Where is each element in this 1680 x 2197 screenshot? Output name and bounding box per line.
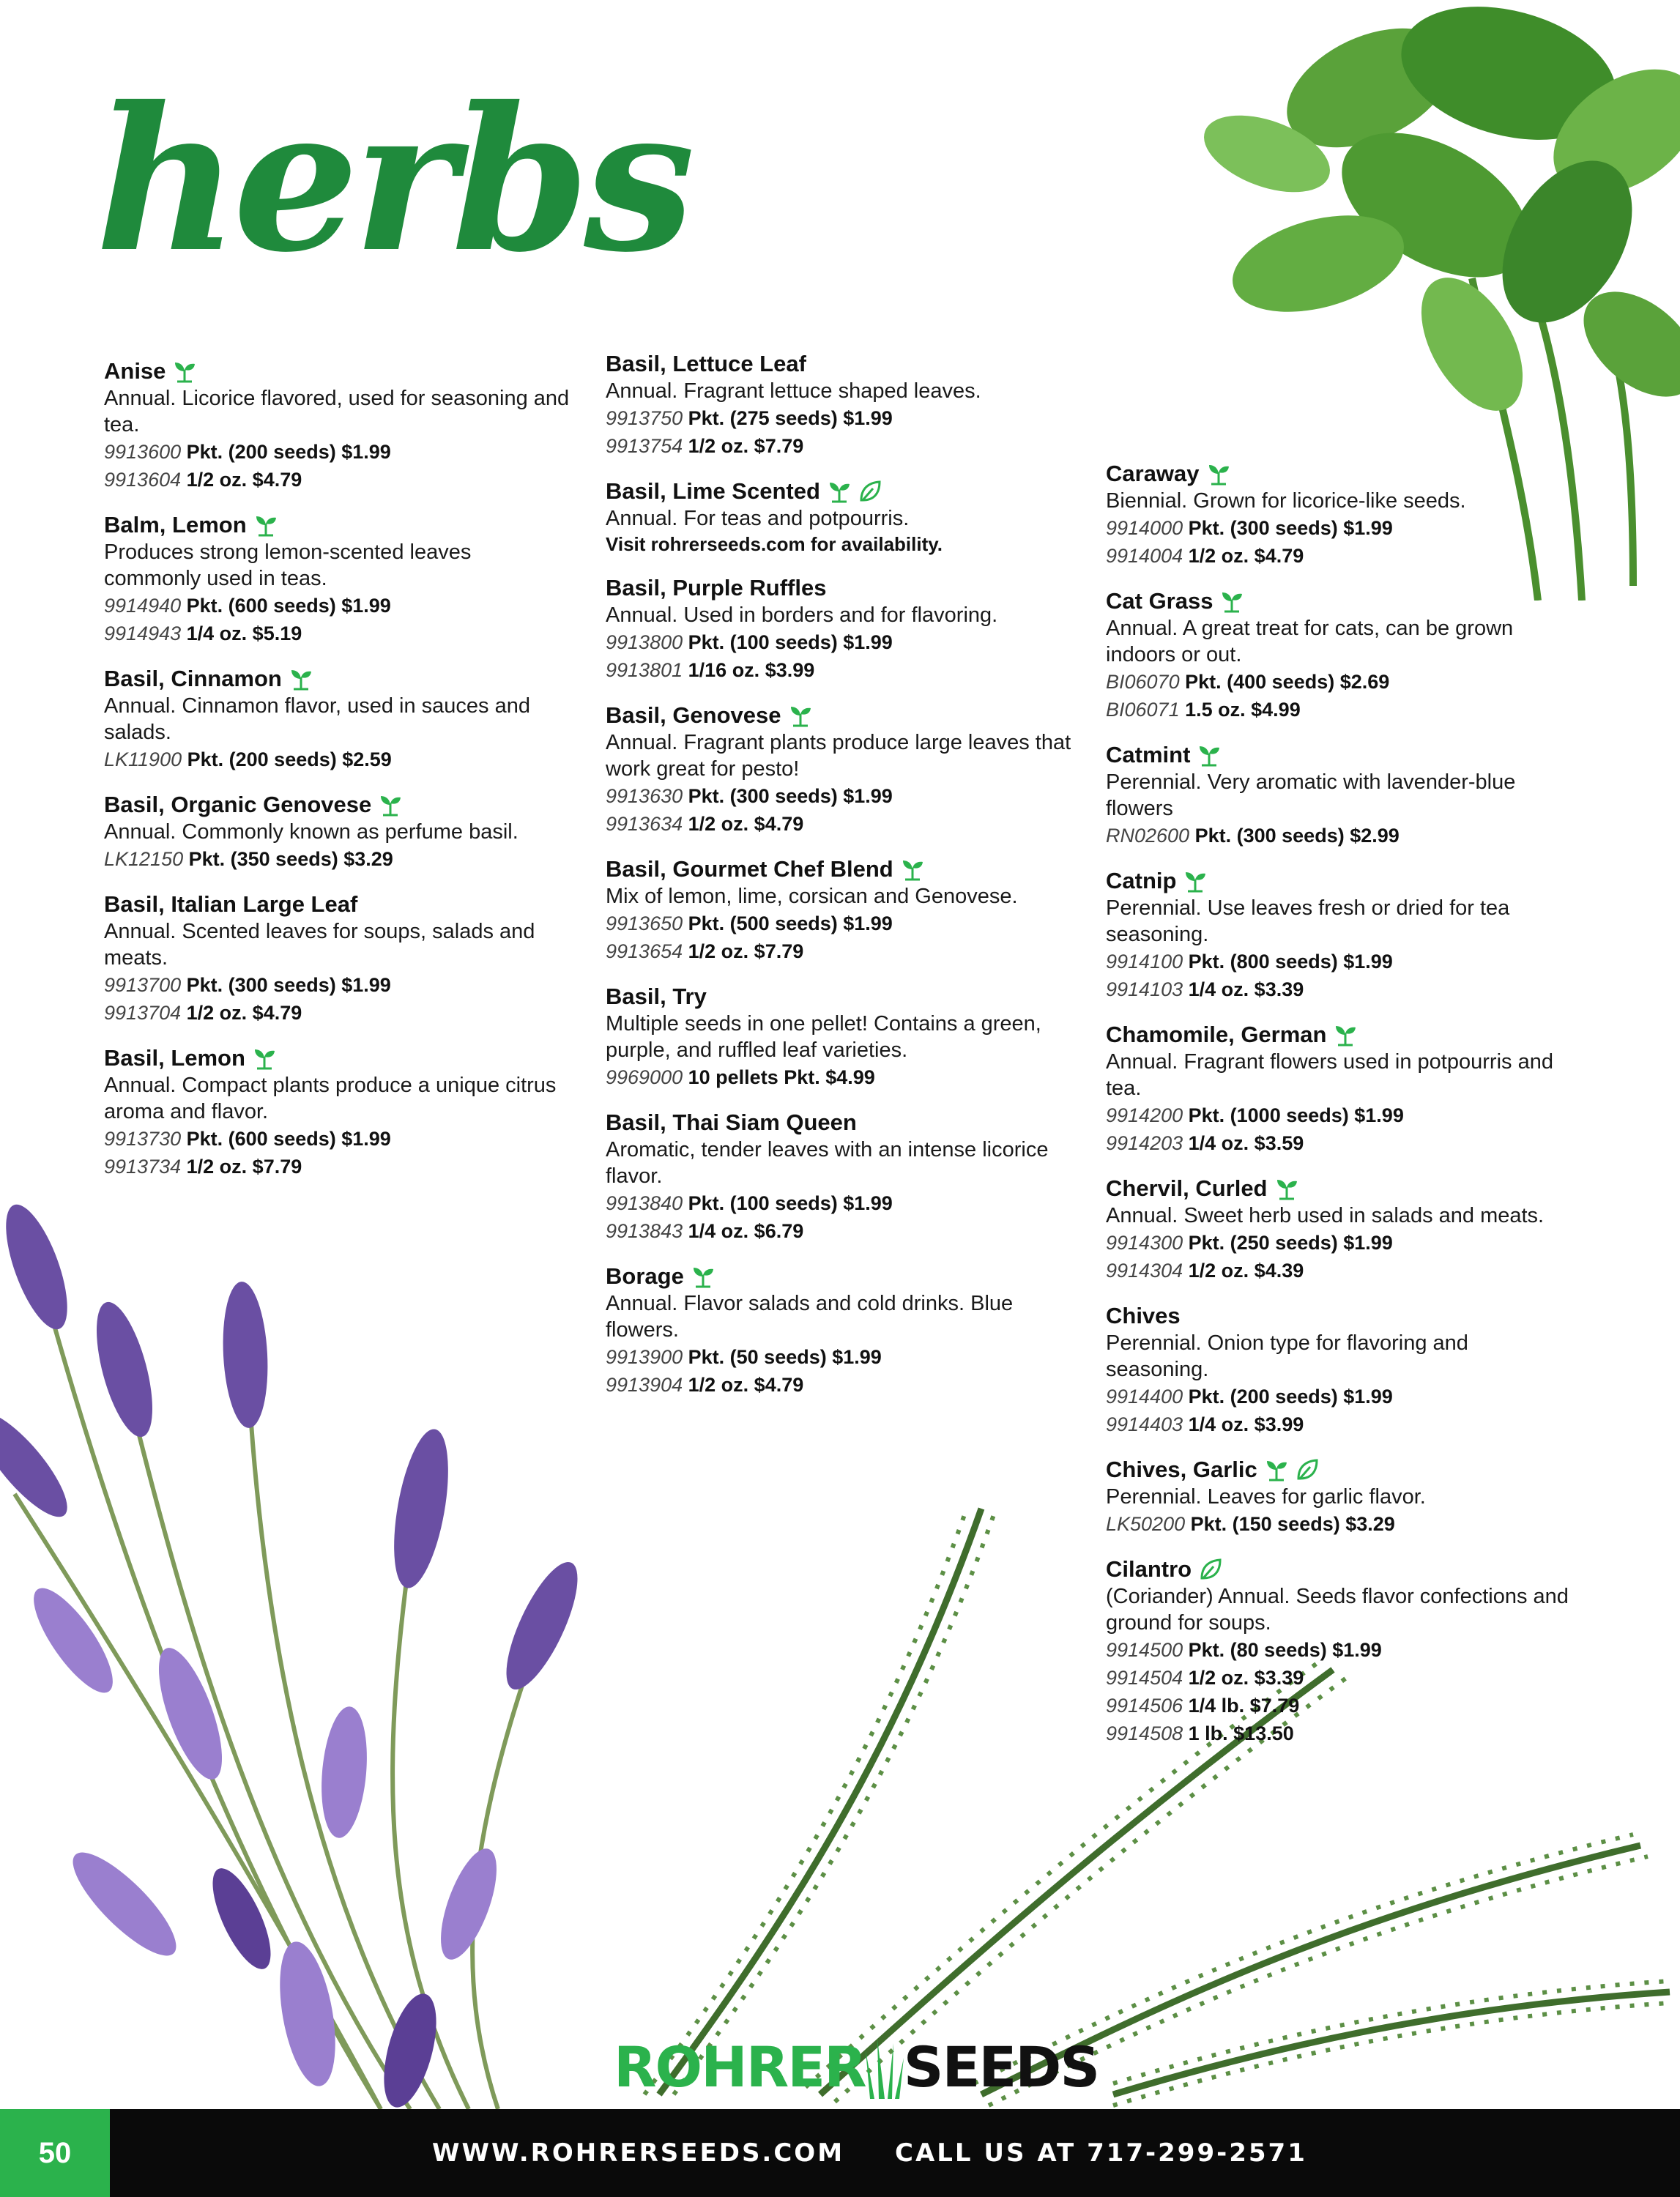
price-line (104, 438, 573, 466)
herb-name-row (606, 350, 1074, 378)
item-price: Pkt. (200 seeds) $2.59 (187, 748, 392, 770)
herb-description: (Coriander) Annual. Seeds flavor confections and ground for soups. (1106, 1585, 1569, 1635)
item-sku: 9914004 (1106, 545, 1183, 567)
item-price: 1/2 oz. $7.79 (186, 1156, 302, 1178)
item-sku: 9914400 (1106, 1386, 1183, 1408)
herb-name: Basil, Lemon (104, 1045, 245, 1071)
item-price: 1/2 oz. $7.79 (688, 940, 804, 962)
herb-name-row (104, 891, 573, 918)
item-sku: LK12150 (104, 848, 184, 870)
item-price: 1/2 oz. $4.79 (688, 813, 804, 835)
herb-name-row (1106, 460, 1575, 488)
herb-name-row (1106, 1456, 1575, 1484)
herb-entry (1106, 460, 1575, 570)
item-price: Pkt. (80 seeds) $1.99 (1188, 1639, 1382, 1661)
herb-badges (691, 1265, 715, 1288)
website-link[interactable]: WWW.ROHRERSEEDS.COM (432, 2138, 845, 2168)
sprout-icon (254, 513, 278, 537)
herb-name-row (1106, 1555, 1575, 1583)
herb-description: Perennial. Leaves for garlic flavor. (1106, 1485, 1426, 1509)
herb-description: Annual. Fragrant lettuce shaped leaves. (606, 379, 981, 403)
price-line (606, 782, 1074, 810)
item-sku: 9913843 (606, 1220, 683, 1242)
herb-entry (1106, 1555, 1575, 1747)
herb-description: Annual. Fragrant flowers used in potpourris and tea. (1106, 1050, 1553, 1100)
price-line (104, 466, 573, 494)
herb-entry (104, 357, 573, 494)
herb-entry (606, 702, 1074, 838)
price-line (606, 656, 1074, 684)
herb-entry (1106, 741, 1575, 850)
item-sku: 9914504 (1106, 1667, 1183, 1689)
herb-badges (1199, 1558, 1222, 1581)
lavender-photo (0, 1186, 659, 2109)
sprout-icon (173, 360, 196, 383)
herb-entry (606, 855, 1074, 965)
price-line (104, 592, 573, 620)
item-price: Pkt. (600 seeds) $1.99 (186, 595, 391, 617)
item-price: 1/4 lb. $7.79 (1188, 1695, 1300, 1717)
availability-note[interactable]: Visit rohrerseeds.com for availability. (606, 533, 943, 555)
price-line (1106, 1636, 1575, 1664)
herb-name: Basil, Genovese (606, 702, 781, 728)
herb-description: Perennial. Onion type for flavoring and seasoning. (1106, 1331, 1468, 1381)
herb-name-row (606, 1109, 1074, 1137)
herb-name: Chervil, Curled (1106, 1175, 1268, 1201)
item-price: Pkt. (300 seeds) $2.99 (1194, 825, 1400, 847)
item-sku: 9913904 (606, 1374, 683, 1396)
herb-name-row (606, 1263, 1074, 1290)
organic-leaf-icon (1296, 1458, 1319, 1482)
herb-description: Annual. Sweet herb used in salads and meats. (1106, 1204, 1545, 1227)
price-line (1106, 1129, 1575, 1157)
price-line (104, 845, 573, 873)
herb-badges (1197, 743, 1221, 767)
herb-badges (1334, 1023, 1357, 1047)
item-sku: 9914203 (1106, 1132, 1183, 1154)
herb-name: Chives (1106, 1303, 1181, 1328)
item-sku: 9914506 (1106, 1695, 1183, 1717)
herb-description: Annual. Used in borders and for flavoring. (606, 603, 998, 627)
herb-name-row (606, 983, 1074, 1011)
price-line (1106, 1383, 1575, 1410)
herb-name: Catnip (1106, 868, 1177, 893)
price-line (1106, 1664, 1575, 1692)
herb-entry (1106, 867, 1575, 1003)
price-line (1106, 948, 1575, 975)
herb-name-row (1106, 1302, 1575, 1330)
sprout-icon (789, 704, 812, 727)
herb-entry (1106, 587, 1575, 724)
sprout-icon (1265, 1458, 1288, 1482)
item-price: 1/4 oz. $3.39 (1188, 978, 1304, 1000)
item-price: Pkt. (200 seeds) $1.99 (186, 441, 391, 463)
item-price: Pkt. (800 seeds) $1.99 (1188, 951, 1393, 973)
herb-name: Chives, Garlic (1106, 1457, 1257, 1482)
herb-badges (253, 1047, 276, 1070)
item-price: 1/4 oz. $3.99 (1188, 1413, 1304, 1435)
herb-description: Annual. Compact plants produce a unique citrus aroma and flavor. (104, 1074, 557, 1123)
item-price: Pkt. (250 seeds) $1.99 (1188, 1232, 1393, 1254)
item-price: 1/2 oz. $4.79 (688, 1374, 804, 1396)
item-sku: 9969000 (606, 1066, 683, 1088)
item-sku: 9913700 (104, 974, 182, 996)
herb-entry (104, 511, 573, 647)
herb-name-row (104, 357, 573, 385)
herb-entry (104, 791, 573, 873)
herb-badges (828, 480, 882, 503)
item-price: 1/2 oz. $3.39 (1188, 1667, 1304, 1689)
sprout-icon (1334, 1023, 1357, 1047)
item-price: 1/16 oz. $3.99 (688, 659, 815, 681)
herb-name-row (606, 702, 1074, 729)
herb-name: Basil, Lime Scented (606, 478, 820, 504)
herb-name: Cilantro (1106, 1556, 1192, 1582)
herb-name: Balm, Lemon (104, 512, 247, 538)
item-sku: 9913600 (104, 441, 182, 463)
herb-description: Perennial. Use leaves fresh or dried for tea seasoning. (1106, 896, 1510, 946)
herb-badges (1207, 462, 1230, 486)
item-price: 1/4 oz. $5.19 (186, 622, 302, 644)
price-line (104, 1125, 573, 1153)
item-price: 1/2 oz. $4.39 (1188, 1260, 1304, 1282)
price-line (104, 999, 573, 1027)
herb-description: Mix of lemon, lime, corsican and Genovese. (606, 885, 1018, 908)
herb-badges (1220, 590, 1244, 613)
herb-description: Biennial. Grown for licorice-like seeds. (1106, 489, 1466, 513)
herb-entry (104, 1044, 573, 1181)
herb-name-row (1106, 1021, 1575, 1049)
price-line (606, 1371, 1074, 1399)
item-price: Pkt. (400 seeds) $2.69 (1185, 671, 1390, 693)
price-line (606, 628, 1074, 656)
price-line (1106, 1692, 1575, 1720)
item-sku: 9914200 (1106, 1104, 1183, 1126)
herb-name-row (606, 477, 1074, 505)
herb-badges (1265, 1458, 1319, 1482)
herb-column-1 (104, 357, 573, 1198)
herb-name: Cat Grass (1106, 588, 1213, 614)
sprout-icon (379, 793, 402, 817)
item-price: Pkt. (150 seeds) $3.29 (1190, 1513, 1395, 1535)
herb-name: Chamomile, German (1106, 1022, 1327, 1047)
price-line (1106, 1257, 1575, 1285)
price-line (1106, 696, 1575, 724)
herb-name: Basil, Cinnamon (104, 666, 282, 691)
price-line (1106, 975, 1575, 1003)
item-sku: 9913704 (104, 1002, 182, 1024)
price-line (606, 404, 1074, 432)
item-price: Pkt. (600 seeds) $1.99 (186, 1128, 391, 1150)
herb-description: Annual. Commonly known as perfume basil. (104, 820, 519, 844)
footer-bar (0, 2109, 1680, 2197)
item-price: Pkt. (100 seeds) $1.99 (688, 1192, 893, 1214)
item-sku: 9913801 (606, 659, 683, 681)
herb-description: Annual. A great treat for cats, can be grown indoors or out. (1106, 617, 1514, 666)
herb-description: Produces strong lemon-scented leaves commonly used in teas. (104, 540, 472, 590)
herb-entry (606, 1263, 1074, 1399)
price-line (1106, 668, 1575, 696)
organic-leaf-icon (858, 480, 882, 503)
item-sku: 9914403 (1106, 1413, 1183, 1435)
price-line (1106, 514, 1575, 542)
item-sku: 9913754 (606, 435, 683, 457)
sprout-icon (1207, 462, 1230, 486)
price-line (1106, 1720, 1575, 1747)
herb-badges (289, 667, 313, 691)
item-price: Pkt. (50 seeds) $1.99 (688, 1346, 882, 1368)
page-title: herbs (95, 63, 690, 296)
herb-name-row (606, 574, 1074, 602)
item-price: Pkt. (100 seeds) $1.99 (688, 631, 893, 653)
item-sku: 9914943 (104, 622, 182, 644)
herb-name: Basil, Purple Ruffles (606, 575, 827, 601)
price-line (606, 810, 1074, 838)
price-line (104, 1153, 573, 1181)
sprout-icon (828, 480, 851, 503)
herb-name-row (1106, 867, 1575, 895)
herb-name-row (104, 791, 573, 819)
item-price: Pkt. (300 seeds) $1.99 (688, 785, 893, 807)
herb-badges (173, 360, 196, 383)
herb-badges (1275, 1177, 1298, 1200)
herb-entry (606, 477, 1074, 557)
sprout-icon (691, 1265, 715, 1288)
item-sku: 9914940 (104, 595, 182, 617)
herb-entry (104, 665, 573, 773)
herb-entry (1106, 1302, 1575, 1438)
item-price: 1/4 oz. $6.79 (688, 1220, 804, 1242)
herb-name: Basil, Try (606, 984, 707, 1009)
sprout-icon (1197, 743, 1221, 767)
item-price: 1/2 oz. $4.79 (1188, 545, 1304, 567)
herb-description: Multiple seeds in one pellet! Contains a green, purple, and ruffled leaf varieties. (606, 1012, 1041, 1062)
item-sku: LK11900 (104, 748, 182, 770)
herb-name-row (104, 665, 573, 693)
herb-name-row (606, 855, 1074, 883)
item-price: 1/4 oz. $3.59 (1188, 1132, 1304, 1154)
item-sku: 9913900 (606, 1346, 683, 1368)
herb-entry (1106, 1021, 1575, 1157)
herb-description: Annual. For teas and potpourris. (606, 507, 910, 530)
item-sku: 9914508 (1106, 1722, 1183, 1744)
herb-name: Borage (606, 1263, 684, 1289)
item-price: 1.5 oz. $4.99 (1185, 699, 1301, 721)
sprout-icon (253, 1047, 276, 1070)
item-sku: 9913630 (606, 785, 683, 807)
price-line (1106, 1510, 1575, 1538)
herb-name: Basil, Organic Genovese (104, 792, 372, 817)
item-sku: 9913840 (606, 1192, 683, 1214)
sprout-icon (1275, 1177, 1298, 1200)
item-sku: 9913604 (104, 469, 182, 491)
herb-name: Caraway (1106, 461, 1200, 486)
item-sku: 9913654 (606, 940, 683, 962)
item-sku: 9913734 (104, 1156, 182, 1178)
item-sku: 9914000 (1106, 517, 1183, 539)
herb-name-row (1106, 1175, 1575, 1202)
grass-logo-icon (866, 2036, 904, 2099)
item-price: Pkt. (200 seeds) $1.99 (1188, 1386, 1393, 1408)
herb-description: Annual. Scented leaves for soups, salads and meats. (104, 920, 535, 970)
herb-description: Perennial. Very aromatic with lavender-blue flowers (1106, 770, 1516, 820)
item-sku: BI06071 (1106, 699, 1180, 721)
logo-rohrer: ROHRER (614, 2034, 866, 2100)
price-line (104, 746, 573, 773)
price-line (606, 432, 1074, 460)
price-line (606, 1189, 1074, 1217)
herb-badges (901, 858, 924, 881)
item-sku: 9913634 (606, 813, 683, 835)
item-sku: 9914500 (1106, 1639, 1183, 1661)
item-price: Pkt. (1000 seeds) $1.99 (1188, 1104, 1404, 1126)
herb-description: Aromatic, tender leaves with an intense licorice flavor. (606, 1138, 1049, 1188)
item-price: 1 lb. $13.50 (1188, 1722, 1294, 1744)
item-sku: 9913800 (606, 631, 683, 653)
herb-entry (606, 574, 1074, 684)
herb-name: Catmint (1106, 742, 1191, 767)
item-price: Pkt. (500 seeds) $1.99 (688, 912, 893, 934)
item-sku: BI06070 (1106, 671, 1180, 693)
herb-description: Annual. Fragrant plants produce large leaves that work great for pesto! (606, 731, 1071, 781)
herb-description: Annual. Licorice flavored, used for seasoning and tea. (104, 387, 570, 436)
price-line (606, 910, 1074, 937)
price-line (1106, 822, 1575, 850)
price-line (1106, 542, 1575, 570)
item-price: 1/2 oz. $7.79 (688, 435, 804, 457)
item-price: Pkt. (275 seeds) $1.99 (688, 407, 893, 429)
item-sku: 9913750 (606, 407, 683, 429)
item-sku: RN02600 (1106, 825, 1190, 847)
sprout-icon (901, 858, 924, 881)
item-price: 1/2 oz. $4.79 (186, 469, 302, 491)
sprout-icon (1220, 590, 1244, 613)
herb-name: Basil, Gourmet Chef Blend (606, 856, 893, 882)
price-line (606, 1063, 1074, 1091)
item-sku: 9914304 (1106, 1260, 1183, 1282)
item-price: Pkt. (300 seeds) $1.99 (186, 974, 391, 996)
price-line (1106, 1101, 1575, 1129)
herb-badges (254, 513, 278, 537)
herb-entry (606, 350, 1074, 460)
herb-name-row (1106, 741, 1575, 769)
organic-leaf-icon (1199, 1558, 1222, 1581)
sprout-icon (289, 667, 313, 691)
herb-name: Basil, Lettuce Leaf (606, 351, 806, 376)
herb-column-2 (606, 350, 1074, 1416)
herb-name: Basil, Thai Siam Queen (606, 1109, 857, 1135)
herb-column-3 (1106, 460, 1575, 1765)
item-sku: 9914103 (1106, 978, 1183, 1000)
price-line (606, 1343, 1074, 1371)
item-price: Pkt. (300 seeds) $1.99 (1188, 517, 1393, 539)
herb-name: Anise (104, 358, 166, 384)
item-sku: 9914300 (1106, 1232, 1183, 1254)
herb-entry (104, 891, 573, 1027)
price-line (1106, 1229, 1575, 1257)
herb-name-row (104, 511, 573, 539)
phone-number[interactable]: CALL US AT 717-299-2571 (895, 2138, 1307, 2168)
price-line (606, 1217, 1074, 1245)
price-line (104, 620, 573, 647)
herb-entry (606, 983, 1074, 1091)
item-price: Pkt. (350 seeds) $3.29 (188, 848, 393, 870)
item-sku: 9913730 (104, 1128, 182, 1150)
herb-entry (1106, 1456, 1575, 1538)
herb-badges (1183, 869, 1207, 893)
herb-name: Basil, Italian Large Leaf (104, 891, 358, 917)
herb-description: Annual. Cinnamon flavor, used in sauces and salads. (104, 694, 530, 744)
page-number: 50 (0, 2109, 110, 2197)
item-sku: 9913650 (606, 912, 683, 934)
price-line (1106, 1410, 1575, 1438)
herb-entry (606, 1109, 1074, 1245)
item-sku: LK50200 (1106, 1513, 1186, 1535)
item-sku: 9914100 (1106, 951, 1183, 973)
herb-name-row (1106, 587, 1575, 615)
logo-seeds: SEEDS (903, 2034, 1099, 2100)
herb-entry (1106, 1175, 1575, 1285)
sprout-icon (1183, 869, 1207, 893)
item-price: 10 pellets Pkt. $4.99 (688, 1066, 875, 1088)
item-price: 1/2 oz. $4.79 (186, 1002, 302, 1024)
herb-badges (379, 793, 402, 817)
price-line (104, 971, 573, 999)
rohrer-seeds-logo (614, 2036, 1099, 2099)
herb-name-row (104, 1044, 573, 1072)
herb-description: Annual. Flavor salads and cold drinks. Blue flowers. (606, 1292, 1014, 1342)
price-line (606, 937, 1074, 965)
herb-badges (789, 704, 812, 727)
